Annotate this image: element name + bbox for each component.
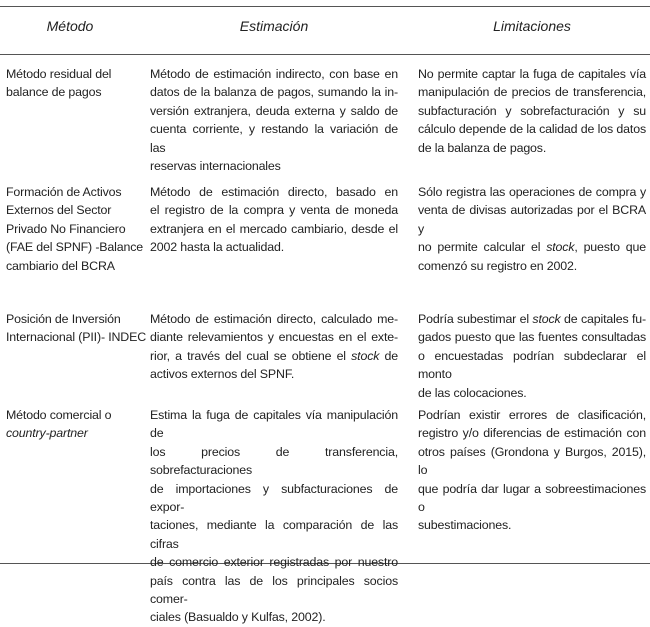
- table-top-rule: [0, 6, 650, 7]
- row3-est-stock-term: stock: [351, 348, 380, 363]
- row1-lim-line2: manipulación de precios de transferencia,: [418, 85, 646, 100]
- row4-limitations: [418, 406, 646, 535]
- row1-lim-line1: No permite captar la fuga de capitales vía: [418, 67, 646, 81]
- row2-method-line3: Privado No Financiero: [6, 221, 126, 236]
- row2-lim-line3-c: , puesto que: [574, 240, 646, 255]
- row2-est-line4: 2002 hasta la actualidad.: [150, 240, 285, 255]
- row3-limitations: [418, 310, 646, 402]
- row2-lim-line4: comenzó su registro en 2002.: [418, 258, 578, 273]
- row1-estimation: [150, 65, 398, 175]
- row1-method-line1: Método residual del: [6, 67, 112, 81]
- header-metodo: Método: [46, 18, 94, 34]
- row3-lim-line1-c: de capitales fu-: [560, 312, 646, 326]
- row4-est-line3: de importaciones y subfacturaciones de expor-: [150, 481, 398, 515]
- row2-lim-line2: venta de divisas autorizadas por el BCRA y: [418, 203, 646, 236]
- row2-est-line3: extranjera en el mercado cambiario, desde el: [150, 221, 398, 236]
- row2-estimation: [150, 183, 398, 257]
- row1-est-line4: cuenta corriente, y restando la variación de las: [150, 122, 398, 155]
- row2-lim-line3-a: no permite calcular el: [418, 240, 547, 255]
- row4-est-line1: Estima la fuga de capitales vía manipulación de: [150, 408, 398, 441]
- row4-lim-line4: que podría dar lugar a sobreestimaciones o: [418, 481, 646, 515]
- row3-estimation: [150, 310, 398, 384]
- row1-limitations: [418, 65, 646, 157]
- row4-est-line6: país contra las de los principales socios comer-: [150, 573, 398, 607]
- row3-est-line3-c: de: [379, 348, 398, 363]
- row4-lim-line1: Podrían existir errores de clasificación,: [418, 408, 646, 422]
- row3-est-line4: activos externos del SPNF.: [150, 367, 295, 382]
- row1-est-line2: datos de la balanza de pagos, sumando la in-: [150, 85, 398, 100]
- row2-method-line1: Formación de Activos: [6, 185, 122, 199]
- row1-est-line1: Método de estimación indirecto, con base en: [150, 67, 398, 81]
- row3-lim-line2: gados puesto que las fuentes consultadas: [418, 330, 646, 345]
- row3-est-line1: Método de estimación directo, calculado me-: [150, 312, 398, 326]
- row4-method: [6, 406, 146, 443]
- header-estimacion: Estimación: [239, 18, 309, 34]
- row2-lim-line3: [418, 238, 646, 256]
- row1-lim-line3: subfacturación y sobrefacturación y su: [418, 103, 646, 118]
- row4-method-country-partner: country-partner: [6, 426, 88, 441]
- row3-method-line1: Posición de Inversión: [6, 312, 121, 326]
- row3-lim-line1-a: Podría subestimar el: [418, 312, 533, 326]
- row1-method-line2: balance de pagos: [6, 85, 102, 100]
- row3-est-line3-a: rior, a través del cual se obtiene el: [150, 348, 352, 363]
- row1-est-line3: versión extranjera, deuda externa y saldo de: [150, 103, 398, 118]
- row4-est-line7: ciales (Basualdo y Kulfas, 2002).: [150, 610, 326, 625]
- row3-method: [6, 310, 146, 347]
- row4-method-line1: Método comercial o: [6, 408, 112, 422]
- row4-est-line2: los precios de transferencia, sobrefacturaciones: [150, 444, 398, 478]
- row3-lim-line3: o encuestadas podrían subdeclarar el monto: [418, 348, 646, 382]
- row2-method-line2: Externos del Sector: [6, 203, 112, 218]
- row3-lim-stock-term: stock: [532, 312, 561, 326]
- row1-lim-line5: de la balanza de pagos.: [418, 140, 547, 155]
- row4-lim-line5: subestimaciones.: [418, 518, 512, 533]
- row3-method-line2: Internacional (PII)- INDEC: [6, 330, 147, 345]
- row3-lim-line4: de las colocaciones.: [418, 385, 527, 400]
- row3-est-line3: [150, 347, 398, 365]
- row1-est-line5: reservas internacionales: [150, 159, 281, 174]
- row4-estimation: [150, 406, 398, 627]
- row1-lim-line4: cálculo depende de la calidad de los datos: [418, 122, 646, 137]
- row2-est-line2: el registro de la compra y venta de moneda: [150, 203, 398, 218]
- row4-lim-line3: otros países (Grondona y Burgos, 2015), lo: [418, 444, 646, 478]
- row1-method: [6, 65, 144, 102]
- row2-method-line5: cambiario del BCRA: [6, 258, 115, 273]
- row2-lim-line1: Sólo registra las operaciones de compra y: [418, 185, 646, 199]
- row4-est-line5: de comercio exterior registradas por nuestro: [150, 555, 398, 570]
- row2-method: [6, 183, 146, 275]
- row2-est-line1: Método de estimación directo, basado en: [150, 185, 398, 199]
- row2-limitations: [418, 183, 646, 275]
- row2-method-line4: (FAE del SPNF) -Balance: [6, 240, 144, 255]
- row2-lim-stock-term: stock: [546, 240, 575, 255]
- row3-est-line2: diante relevamientos y encuestas en el exte-: [150, 330, 398, 345]
- row3-lim-line1: [418, 310, 646, 328]
- row4-est-line4: taciones, mediante la comparación de las cifras: [150, 518, 398, 551]
- header-bottom-rule: [0, 54, 650, 55]
- row4-lim-line2: registro y/o diferencias de estimación con: [418, 426, 646, 441]
- header-limitaciones: Limitaciones: [493, 18, 571, 34]
